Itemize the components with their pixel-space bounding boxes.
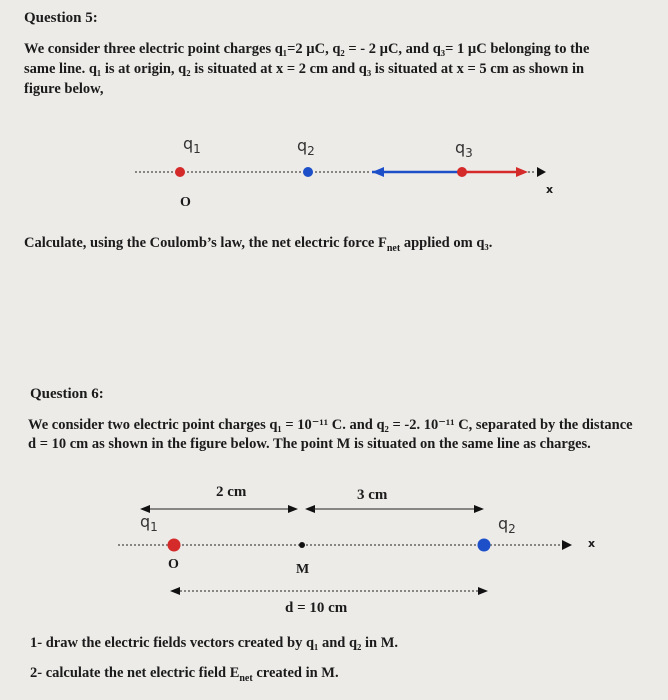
q6-text-line-1: We consider two electric point charges q₁ = 10⁻¹¹ C. and q₂ = -2. 10⁻¹¹ C, separated by the distance [28,417,633,433]
q6-dim-arrow-mid-left [288,505,298,513]
question-6-title: Question 6: [30,386,104,402]
q6-distance-arrow-left [170,587,180,595]
q6-origin-label: O [168,557,179,572]
q5-origin-label: O [180,195,191,210]
q5-label-q2: $q_2$ [297,136,315,159]
q5-charge-q2-dot [303,167,313,177]
q5-charge-q3-dot [457,167,467,177]
q6-axis-arrowhead [562,540,572,550]
q6-item-2: 2- calculate the net electric field $E_{net}$ created in M. [30,665,339,684]
q5-axis-arrowhead [537,167,546,177]
q6-total-distance-label: d = 10 cm [285,600,348,616]
q5-text-line-2: same line. q₁ is at origin, q₂ is situated at x = 2 cm and q₃ is situated at x = 5 cm as shown in [24,61,585,77]
q6-charge-q1-dot [168,539,181,552]
q5-label-q3: $q_3$ [455,138,473,161]
q5-axis-label: x [546,183,554,196]
question-5-title: Question 5: [24,10,98,26]
q6-dist-3cm-label: 3 cm [357,487,388,503]
q5-charge-q1-dot [175,167,185,177]
q6-dist-2cm-label: 2 cm [216,484,247,500]
q5-task: Calculate, using the Coulomb’s law, the net electric force $F_{net}$ applied om q₃. [24,235,493,254]
q6-distance-arrow-right [478,587,488,595]
q6-item-1: 1- draw the electric fields vectors created by q₁ and q₂ in M. [30,635,399,651]
q6-point-m-dot [299,542,305,548]
q6-label-q2: $q_2$ [498,514,516,537]
q5-text-line-3: figure below, [24,81,104,97]
q6-axis-label: x [588,537,596,550]
q5-text-line-1: We consider three electric point charges q₁=2 µC, q₂ = - 2 µC, and q₃= 1 µC belonging to the [24,41,590,57]
q5-blue-arrowhead [372,167,384,177]
q5-label-q1: $q_1$ [183,134,201,157]
q6-text-line-2: d = 10 cm as shown in the figure below. The point M is situated on the same line as charges. [28,436,591,452]
q6-dim-arrow-right [474,505,484,513]
q5-red-arrowhead [516,167,528,177]
q6-charge-q2-dot [478,539,491,552]
q6-point-m-label: M [296,562,310,577]
q6-label-q1: $q_1$ [140,512,158,535]
